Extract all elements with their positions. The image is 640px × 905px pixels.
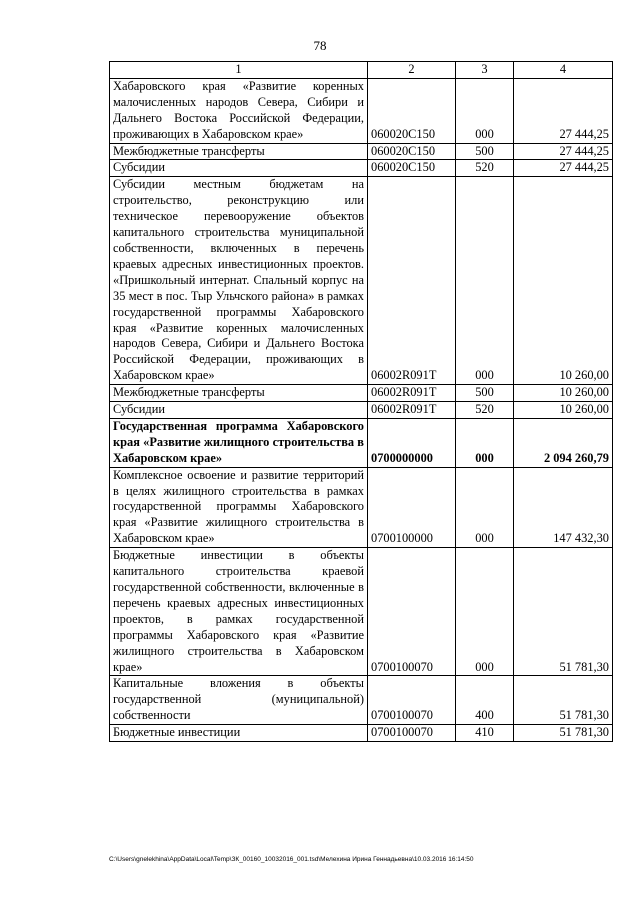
row-expense-type: 000 [456,418,514,467]
row-target-code: 0700100070 [368,676,456,725]
row-expense-type: 000 [456,467,514,548]
row-target-code: 06002R091T [368,385,456,402]
row-description: Капитальные вложения в объекты государственной (муниципальной) собственности [110,676,368,725]
table-row [110,548,613,676]
row-target-code: 06002R091T [368,402,456,419]
row-expense-type: 520 [456,160,514,177]
header-col-1: 1 [110,62,368,79]
table-row [110,402,613,419]
row-expense-type: 000 [456,177,514,385]
row-target-code: 0700100070 [368,725,456,742]
row-description: Межбюджетные трансферты [110,385,368,402]
row-amount: 2 094 260,79 [514,418,613,467]
row-description: Субсидии местным бюджетам на строительство, реконструкцию или техническое перевооружение объектов капитального строительства муниципальной собственности, включенных в перечень краевых адресных инвестиционных проектов. «Пришкольный интернат. Спальный корпус на 35 мест в пос. Тыр Ульчского района» в рамках государственной программы Хабаровского края «Развитие коренных малочисленных народов Севера, Сибири и Дальнего Востока Российской Федерации, проживающих в Хабаровском крае» [110,177,368,385]
row-target-code: 0700000000 [368,418,456,467]
table-row [110,418,613,467]
budget-table [109,61,613,742]
row-amount: 10 260,00 [514,402,613,419]
row-amount: 10 260,00 [514,177,613,385]
row-description: Субсидии [110,402,368,419]
row-description: Бюджетные инвестиции в объекты капитального строительства краевой государственной собственности, включенные в перечень краевых адресных инвестиционных проектов, в рамках государственной программы Хабаровского края «Развитие жилищного строительства в Хабаровском крае» [110,548,368,676]
row-description: Государственная программа Хабаровского края «Развитие жилищного строительства в Хабаровском крае» [110,418,368,467]
table-row [110,177,613,385]
header-col-4: 4 [514,62,613,79]
table-row [110,467,613,548]
row-description: Хабаровского края «Развитие коренных малочисленных народов Севера, Сибири и Дальнего Востока Российской Федерации, проживающих в Хабаровском крае» [110,78,368,143]
table-row [110,143,613,160]
row-expense-type: 000 [456,548,514,676]
table-row [110,78,613,143]
row-description: Межбюджетные трансферты [110,143,368,160]
row-amount: 51 781,30 [514,548,613,676]
row-description: Комплексное освоение и развитие территорий в целях жилищного строительства в рамках государственной программы Хабаровского края «Развитие жилищного строительства в Хабаровском крае» [110,467,368,548]
page-number: 78 [313,38,327,53]
table-row [110,676,613,725]
row-expense-type: 410 [456,725,514,742]
row-target-code: 060020С150 [368,78,456,143]
header-col-2: 2 [368,62,456,79]
table-row [110,725,613,742]
row-target-code: 060020С150 [368,160,456,177]
row-expense-type: 400 [456,676,514,725]
header-col-3: 3 [456,62,514,79]
row-amount: 27 444,25 [514,143,613,160]
row-amount: 27 444,25 [514,160,613,177]
row-target-code: 0700100070 [368,548,456,676]
row-amount: 51 781,30 [514,676,613,725]
row-amount: 51 781,30 [514,725,613,742]
row-expense-type: 520 [456,402,514,419]
row-target-code: 060020С150 [368,143,456,160]
file-path-footer: C:\Users\gnelekhina\AppData\Local\Temp\ЗК_00160_10032016_001.tsd\Мелехина Ирина Геннадьевна\10.03.2016 16:14:50 [109,856,474,863]
row-amount: 147 432,30 [514,467,613,548]
row-target-code: 06002R091T [368,177,456,385]
row-amount: 10 260,00 [514,385,613,402]
row-expense-type: 500 [456,143,514,160]
table-row [110,385,613,402]
table-header-row [110,62,613,79]
row-description: Субсидии [110,160,368,177]
table-row [110,160,613,177]
row-expense-type: 000 [456,78,514,143]
row-description: Бюджетные инвестиции [110,725,368,742]
row-amount: 27 444,25 [514,78,613,143]
row-expense-type: 500 [456,385,514,402]
row-target-code: 0700100000 [368,467,456,548]
